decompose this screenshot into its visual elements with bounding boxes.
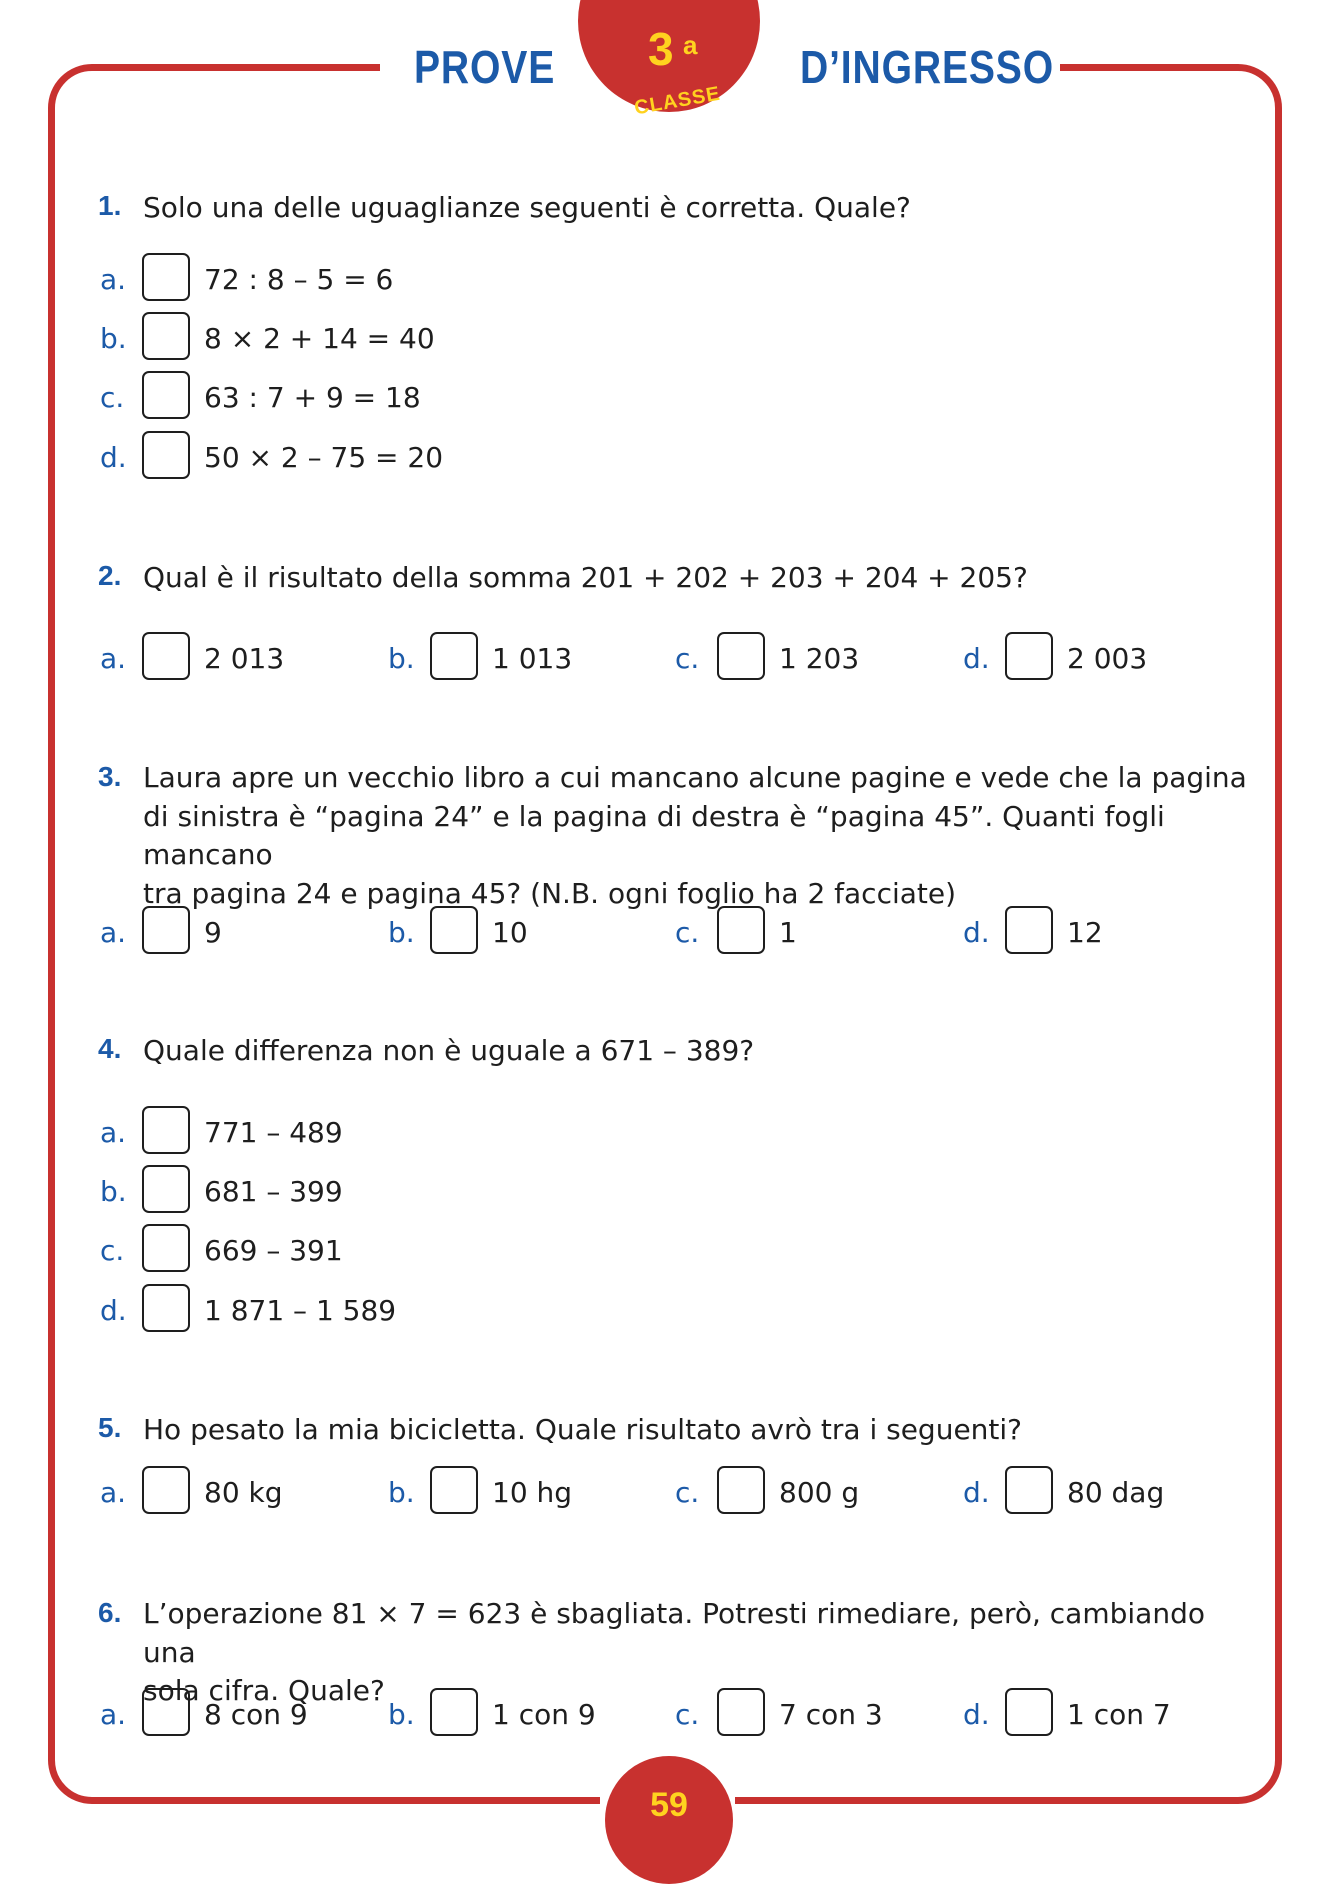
option-letter: d. [963, 1476, 990, 1509]
header-right-word: D’INGRESSO [800, 41, 1055, 93]
option-text: 9 [204, 916, 222, 949]
question-number: 6. [98, 1597, 122, 1628]
option-letter: b. [388, 916, 415, 949]
answer-checkbox[interactable] [142, 371, 190, 419]
answer-checkbox[interactable] [142, 1165, 190, 1213]
question-number: 1. [98, 190, 122, 221]
option-text: 80 kg [204, 1476, 283, 1509]
answer-checkbox[interactable] [717, 1466, 765, 1514]
question-text-line: tra pagina 24 e pagina 45? (N.B. ogni foglio ha 2 facciate) [143, 876, 957, 910]
option-text: 2 013 [204, 642, 285, 675]
option-text: 771 – 489 [204, 1116, 343, 1149]
option-text: 2 003 [1067, 642, 1148, 675]
answer-checkbox[interactable] [142, 312, 190, 360]
option-letter: b. [388, 642, 415, 675]
question-number: 5. [98, 1412, 122, 1443]
answer-checkbox[interactable] [430, 1688, 478, 1736]
question-text-line: Laura apre un vecchio libro a cui mancano alcune pagine e vede che la pagina [143, 761, 1247, 794]
answer-checkbox[interactable] [142, 253, 190, 301]
header-left-word: PROVE [414, 41, 556, 93]
option-text: 1 871 – 1 589 [204, 1294, 397, 1327]
option-text: 10 hg [492, 1476, 573, 1509]
option-text: 1 203 [779, 642, 860, 675]
option-text: 12 [1067, 916, 1103, 949]
question-text: Qual è il risultato della somma 201 + 202 + 203 + 204 + 205? [143, 561, 1028, 594]
option-text: 1 con 7 [1067, 1698, 1171, 1731]
answer-checkbox[interactable] [142, 1466, 190, 1514]
answer-checkbox[interactable] [142, 1688, 190, 1736]
option-letter: c. [675, 1476, 700, 1509]
option-letter: a. [100, 1116, 127, 1149]
option-letter: c. [675, 916, 700, 949]
answer-checkbox[interactable] [1005, 1688, 1053, 1736]
question-number: 4. [98, 1033, 122, 1064]
answer-checkbox[interactable] [1005, 632, 1053, 680]
answer-checkbox[interactable] [142, 632, 190, 680]
option-letter: b. [388, 1476, 415, 1509]
option-text: 1 con 9 [492, 1698, 596, 1731]
option-letter: c. [675, 642, 700, 675]
question-text-line: L’operazione 81 × 7 = 623 è sbagliata. Potresti rimediare, però, cambiando una [143, 1597, 1205, 1669]
question-text [143, 1595, 1253, 1711]
question-text-line: sola cifra. Quale? [143, 1674, 385, 1707]
page-number: 59 [650, 1786, 688, 1824]
option-letter: d. [963, 916, 990, 949]
option-letter: b. [100, 322, 127, 355]
answer-checkbox[interactable] [1005, 1466, 1053, 1514]
option-letter: d. [100, 441, 127, 474]
option-letter: c. [675, 1698, 700, 1731]
option-letter: d. [963, 1698, 990, 1731]
option-letter: c. [100, 381, 125, 414]
answer-checkbox[interactable] [1005, 906, 1053, 954]
option-text: 8 con 9 [204, 1698, 308, 1731]
question-text-line: di sinistra è “pagina 24” e la pagina di destra è “pagina 45”. Quanti fogli mancano [143, 799, 1165, 871]
option-text: 7 con 3 [779, 1698, 883, 1731]
option-text: 1 013 [492, 642, 573, 675]
question-number: 2. [98, 560, 122, 591]
class-superscript: a [683, 30, 698, 60]
option-text: 63 : 7 + 9 = 18 [204, 381, 421, 414]
option-letter: b. [100, 1175, 127, 1208]
option-text: 800 g [779, 1476, 860, 1509]
option-letter: a. [100, 642, 127, 675]
question-text: Solo una delle uguaglianze seguenti è corretta. Quale? [143, 191, 911, 224]
option-letter: a. [100, 1476, 127, 1509]
answer-checkbox[interactable] [430, 632, 478, 680]
option-text: 80 dag [1067, 1476, 1165, 1509]
option-text: 72 : 8 – 5 = 6 [204, 263, 394, 296]
option-letter: a. [100, 916, 127, 949]
option-text: 669 – 391 [204, 1234, 343, 1267]
answer-checkbox[interactable] [430, 906, 478, 954]
question-text [143, 759, 1253, 913]
answer-checkbox[interactable] [717, 906, 765, 954]
option-text: 8 × 2 + 14 = 40 [204, 322, 435, 355]
option-letter: c. [100, 1234, 125, 1267]
answer-checkbox[interactable] [142, 431, 190, 479]
option-letter: a. [100, 263, 127, 296]
option-text: 681 – 399 [204, 1175, 343, 1208]
question-text: Ho pesato la mia bicicletta. Quale risultato avrò tra i seguenti? [143, 1413, 1023, 1446]
option-letter: b. [388, 1698, 415, 1731]
answer-checkbox[interactable] [142, 1284, 190, 1332]
question-text: Quale differenza non è uguale a 671 – 389? [143, 1034, 755, 1067]
option-text: 10 [492, 916, 528, 949]
answer-checkbox[interactable] [430, 1466, 478, 1514]
option-letter: a. [100, 1698, 127, 1731]
question-number: 3. [98, 761, 122, 792]
answer-checkbox[interactable] [717, 632, 765, 680]
option-letter: d. [100, 1294, 127, 1327]
answer-checkbox[interactable] [142, 906, 190, 954]
answer-checkbox[interactable] [142, 1224, 190, 1272]
answer-checkbox[interactable] [717, 1688, 765, 1736]
class-label: CLASSE [632, 82, 723, 120]
class-number: 3 [648, 23, 674, 75]
answer-checkbox[interactable] [142, 1106, 190, 1154]
option-text: 50 × 2 – 75 = 20 [204, 441, 444, 474]
option-letter: d. [963, 642, 990, 675]
option-text: 1 [779, 916, 797, 949]
